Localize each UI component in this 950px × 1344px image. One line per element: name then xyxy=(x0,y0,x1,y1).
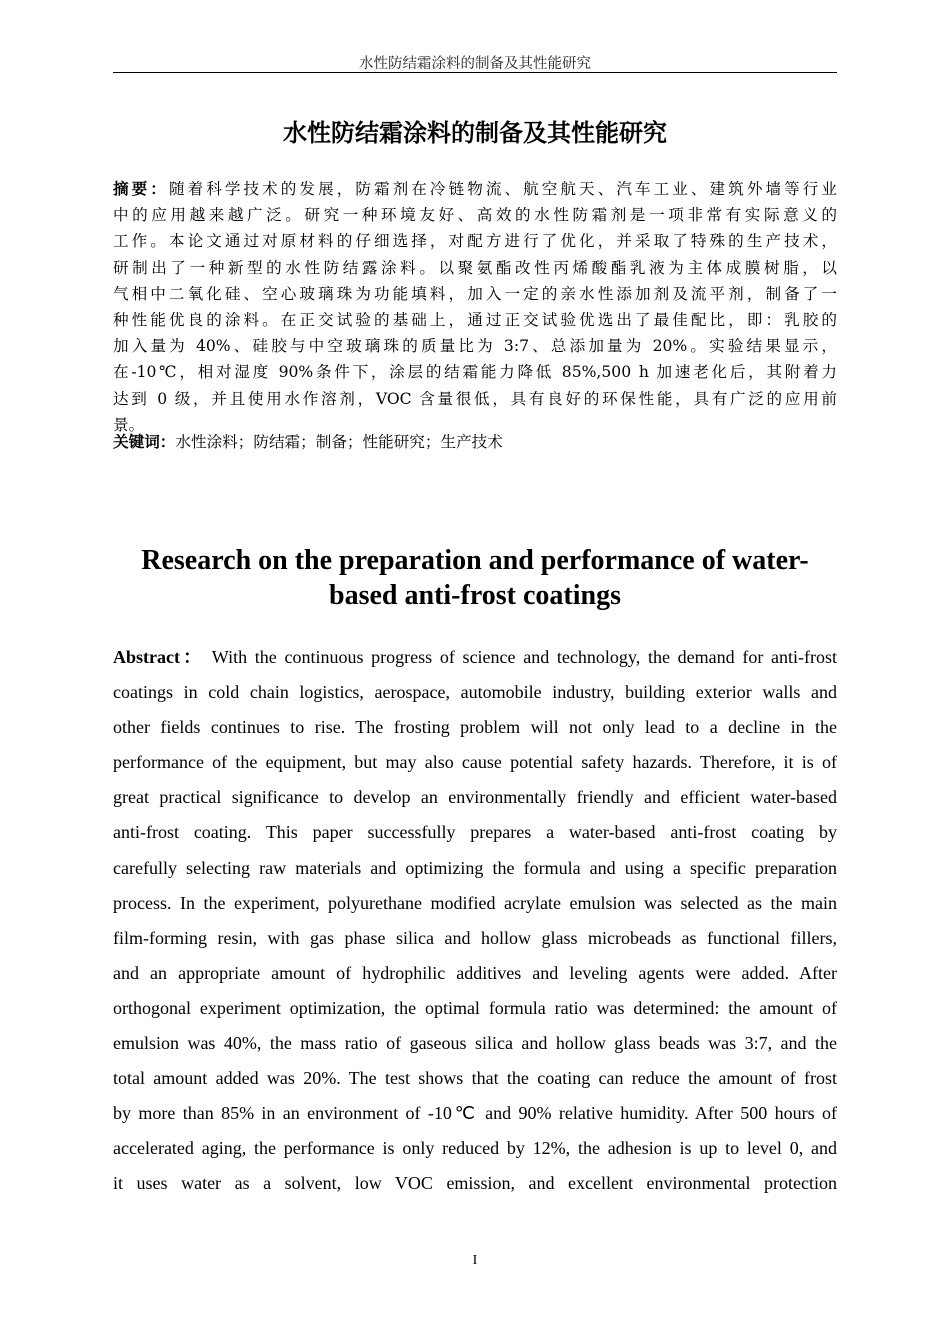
english-abstract-line: coatings in cold chain logistics, aerospace, automobile industry, building exterior walls and xyxy=(113,682,837,703)
english-abstract-line: it uses water as a solvent, low VOC emission, and excellent environmental protection xyxy=(113,1173,837,1194)
english-abstract xyxy=(113,640,837,1202)
english-abstract-line: orthogonal experiment optimization, the optimal formula ratio was determined: the amount of xyxy=(113,997,837,1018)
english-abstract-label: Abstract： xyxy=(113,647,205,667)
english-abstract-line: anti-frost coating. This paper successfully prepares a water-based anti-frost coating by xyxy=(113,822,837,843)
chinese-abstract-line: 景。 xyxy=(113,415,145,434)
english-abstract-line: total amount added was 20%. The test shows that the coating can reduce the amount of frost xyxy=(113,1068,837,1089)
english-abstract-line: and an appropriate amount of hydrophilic additives and leveling agents were added. After xyxy=(113,962,837,983)
english-abstract-line: great practical significance to develop an environmentally friendly and efficient water-based xyxy=(113,787,837,808)
english-abstract-line: emulsion was 40%, the mass ratio of gaseous silica and hollow glass beads was 3:7, and the xyxy=(113,1033,837,1054)
chinese-abstract-line: 研制出了一种新型的水性防结露涂料。以聚氨酯改性丙烯酸酯乳液为主体成膜树脂，以 xyxy=(113,258,837,277)
english-abstract-line: other fields continues to rise. The frosting problem will not only lead to a decline in the xyxy=(113,717,837,738)
chinese-abstract-line: 在-10℃，相对湿度 90%条件下，涂层的结霜能力降低 85%,500 h 加速老化后，其附着力 xyxy=(113,363,837,382)
chinese-abstract-line: 气相中二氧化硅、空心玻璃珠为功能填料，加入一定的亲水性添加剂及流平剂，制备了一 xyxy=(113,284,837,303)
chinese-abstract-line: 种性能优良的涂料。在正交试验的基础上，通过正交试验优选出了最佳配比，即：乳胶的 xyxy=(113,310,837,329)
chinese-title: 水性防结霜涂料的制备及其性能研究 xyxy=(283,119,667,147)
english-abstract-line: process. In the experiment, polyurethane modified acrylate emulsion was selected as the main xyxy=(113,892,837,913)
chinese-abstract-label: 摘要： xyxy=(113,180,169,198)
running-header: 水性防结霜涂料的制备及其性能研究 xyxy=(359,56,591,72)
chinese-abstract-line: 加入量为 40%、硅胶与中空玻璃珠的质量比为 3:7、总添加量为 20%。实验结果显示， xyxy=(113,337,837,356)
english-abstract-line: by more than 85% in an environment of -10℃ and 90% relative humidity. After 500 hours of xyxy=(113,1103,837,1124)
english-abstract-line: Abstract： With the continuous progress of science and technology, the demand for anti-frost xyxy=(113,647,837,667)
chinese-abstract xyxy=(113,176,837,438)
english-abstract-line: performance of the equipment, but may also cause potential safety hazards. Therefore, it is of xyxy=(113,752,837,773)
keywords-value: 水性涂料；防结霜；制备；性能研究；生产技术 xyxy=(175,433,503,451)
chinese-keywords xyxy=(113,429,837,455)
english-title: Research on the preparation and performance of water- based anti-frost coatings xyxy=(141,545,809,611)
chinese-abstract-line: 摘要：随着科学技术的发展，防霜剂在冷链物流、航空航天、汽车工业、建筑外墙等行业 xyxy=(113,180,837,198)
chinese-abstract-line: 工作。本论文通过对原材料的仔细选择，对配方进行了优化，并采取了特殊的生产技术， xyxy=(113,232,837,251)
english-abstract-line: carefully selecting raw materials and optimizing the formula and using a specific preparation xyxy=(113,857,837,878)
header-rule xyxy=(113,72,837,73)
english-abstract-line: film-forming resin, with gas phase silica and hollow glass microbeads as functional fillers, xyxy=(113,927,837,948)
chinese-abstract-line: 达到 0 级，并且使用水作溶剂，VOC 含量很低，具有良好的环保性能，具有广泛的应用前 xyxy=(113,389,837,408)
english-abstract-line: accelerated aging, the performance is only reduced by 12%, the adhesion is up to level 0, and xyxy=(113,1138,837,1159)
chinese-abstract-line: 中的应用越来越广泛。研究一种环境友好、高效的水性防霜剂是一项非常有实际意义的 xyxy=(113,206,837,225)
keywords-label: 关键词： xyxy=(113,433,176,451)
page-number: I xyxy=(472,1253,478,1268)
